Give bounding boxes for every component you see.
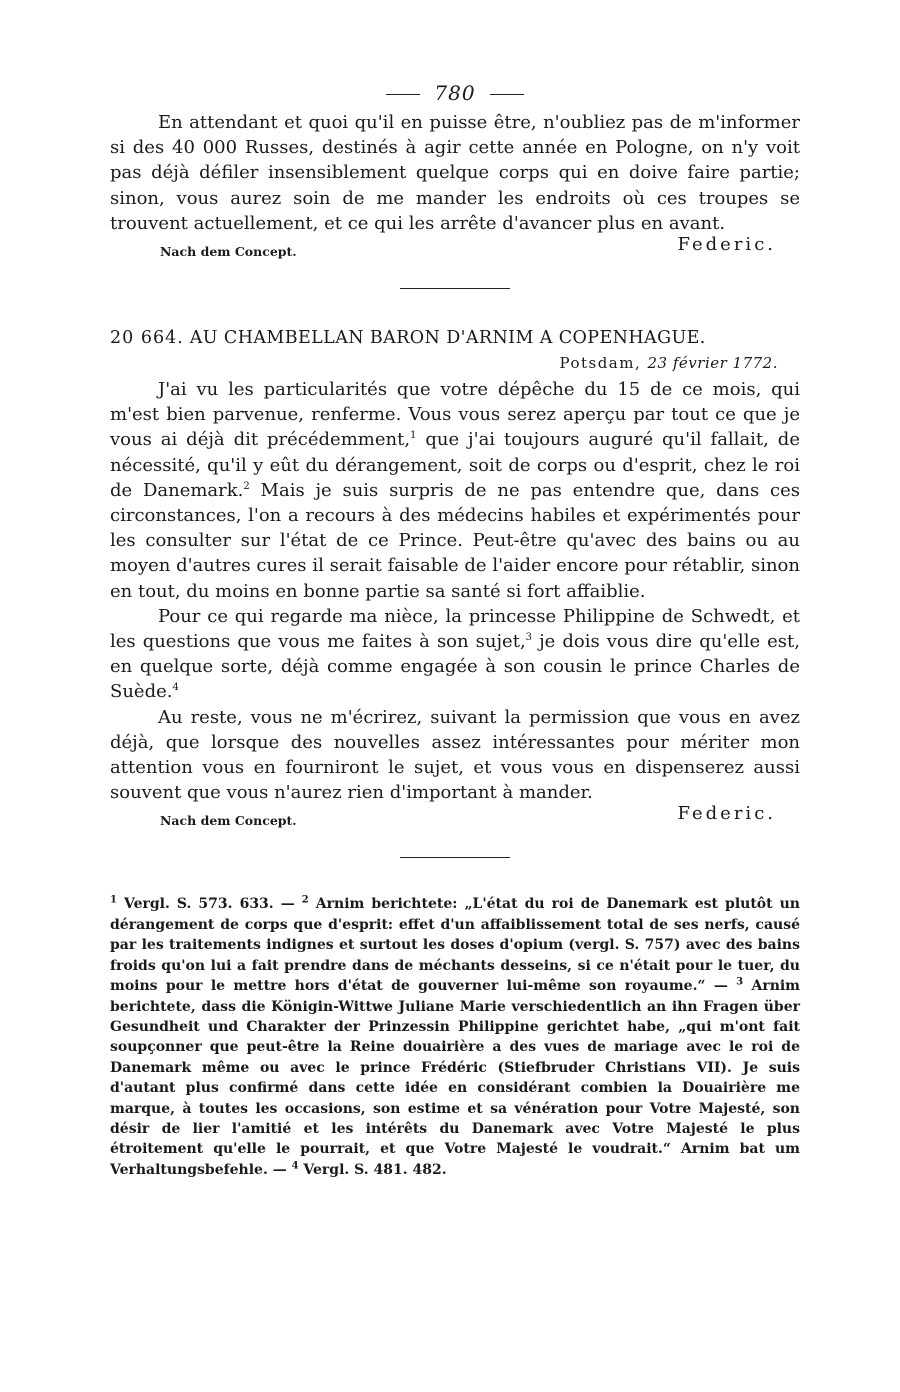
footnote-ref-4: 4 xyxy=(172,682,179,694)
footnote-mark-2: 2 xyxy=(301,894,309,906)
footnote-3: Arnim berichtete, dass die Königin-Wittwe Juliane Marie verschiedentlich an ihn Fragen über Gesundheit und Charakter der Prinzessin Philippine gerichtet habe, „qui m'ont fait soupçonner que peut-être la Reine douairière a des vues de mariage avec le roi de Danemark même ou avec le prince Frédéric (Stiefbruder Christians VII). Je suis d'autant plus confirmé dans cette idée en considérant combien la Douairière me marque, à toutes les occasions, son estime et sa vénération pour Votre Majesté, son désir de lier l'amitié et les intérêts du Danemark avec Votre Majesté le plus étroitement qu'elle le pourrait, et que Votre Majesté le voudrait.“ Arnim bat um Verhaltungsbefehle. — xyxy=(110,978,800,1178)
signature-1: Federic. xyxy=(677,234,776,256)
p1-text-c: Mais je suis surpris de ne pas entendre que, dans ces circonstances, l'on a recours à des médecins habiles et expérimentés pour les consulter sur l'état de ce Prince. Peut-être qu'avec des bains ou au moyen d'autres cures il serait faisable de l'aider encore pour rétablir, sinon en tout, du moins en bonne partie sa santé si fort affaiblie. xyxy=(110,479,800,602)
source-note-2: Nach dem Concept. xyxy=(160,813,297,829)
footnote-mark-3: 3 xyxy=(736,976,744,988)
letter-heading xyxy=(110,325,800,351)
footnote-1: Vergl. S. 573. 633. — xyxy=(116,896,302,913)
p1-text-a: J'ai vu les particularités que votre dépêche du 15 de ce mois, qui m'est bien parvenue, renferme. Vous vous serez aperçu par tout ce que je vous ai déjà dit précédemment, xyxy=(110,379,800,451)
separator-rule-1 xyxy=(400,288,510,289)
book-page xyxy=(110,78,800,1180)
p1-text-b: que j'ai toujours auguré qu'il fallait, de nécessité, qu'il y eût du dérangement, soit de corps ou d'esprit, chez le roi de Danemark. xyxy=(110,429,800,501)
signature-block-2 xyxy=(110,803,800,833)
paragraph-intro: En attendant et quoi qu'il en puisse être, n'oubliez pas de m'informer si des 40 000 Russes, destinés à agir cette année en Pologne, on n'y voit pas déjà défiler insensiblement quelque corps qui en doive faire partie; sinon, vous aurez soin de me mander les endroits où ces troupes se trouvent actuellement, et ce qui les arrête d'avancer plus en avant. xyxy=(110,112,800,234)
page-number: 780 xyxy=(434,81,476,105)
footnote-2: Arnim berichtete: „L'état du roi de Danemark est plutôt un dérangement de corps que d'esprit: effet d'un affaiblissement total de ses nerfs, causé par les traitements indignes et surtout les doses d'opium (vergl. S. 757) avec des bains froids qu'on lui a fait prendre dans de méchants desseins, si ce n'était pour le tuer, du moins pour le mettre hors d'état de gouverner lui-même son royaume.“ — xyxy=(110,896,800,995)
letter-paragraph-1 xyxy=(110,377,800,604)
source-note-1: Nach dem Concept. xyxy=(160,244,297,260)
dateline xyxy=(110,351,800,375)
separator-rule-2 xyxy=(400,857,510,858)
footnote-ref-1: 1 xyxy=(410,430,417,442)
letter-paragraph-2 xyxy=(110,604,800,705)
dateline-place: Potsdam, xyxy=(559,354,642,373)
p2-text-a: Pour ce qui regarde ma nièce, la princesse Philippine de Schwedt, et les questions que vous me faites à son sujet, xyxy=(110,605,800,653)
footnote-ref-2: 2 xyxy=(243,480,250,492)
signature-2: Federic. xyxy=(677,803,776,825)
letter-paragraph-3: Au reste, vous ne m'écrirez, suivant la permission que vous en avez déjà, que lorsque des nouvelles assez intéressantes pour mériter mon attention vous en fourniront le sujet, et vous vous en dispenserez aussi souvent que vous n'aurez rien d'important à mander. xyxy=(110,706,800,804)
footnotes-text xyxy=(110,894,800,1180)
p2-text-b: je dois vous dire qu'elle est, en quelque sorte, déjà comme engagée à son cousin le prince Charles de Suède. xyxy=(110,631,800,703)
dash-right xyxy=(490,94,524,95)
footnote-4: Vergl. S. 481. 482. xyxy=(298,1161,447,1178)
dash-left xyxy=(386,94,420,95)
footnote-mark-4: 4 xyxy=(291,1160,299,1172)
signature-block-1 xyxy=(110,234,800,264)
footnotes xyxy=(110,894,800,1180)
dateline-date: 23 février 1772. xyxy=(647,354,778,373)
footnote-mark-1: 1 xyxy=(110,894,117,906)
letter-number: 20 664. xyxy=(110,328,184,349)
footnote-ref-3: 3 xyxy=(525,632,533,644)
letter-addressee: AU CHAMBELLAN BARON D'ARNIM A COPENHAGUE. xyxy=(189,328,706,349)
running-head xyxy=(110,78,800,108)
